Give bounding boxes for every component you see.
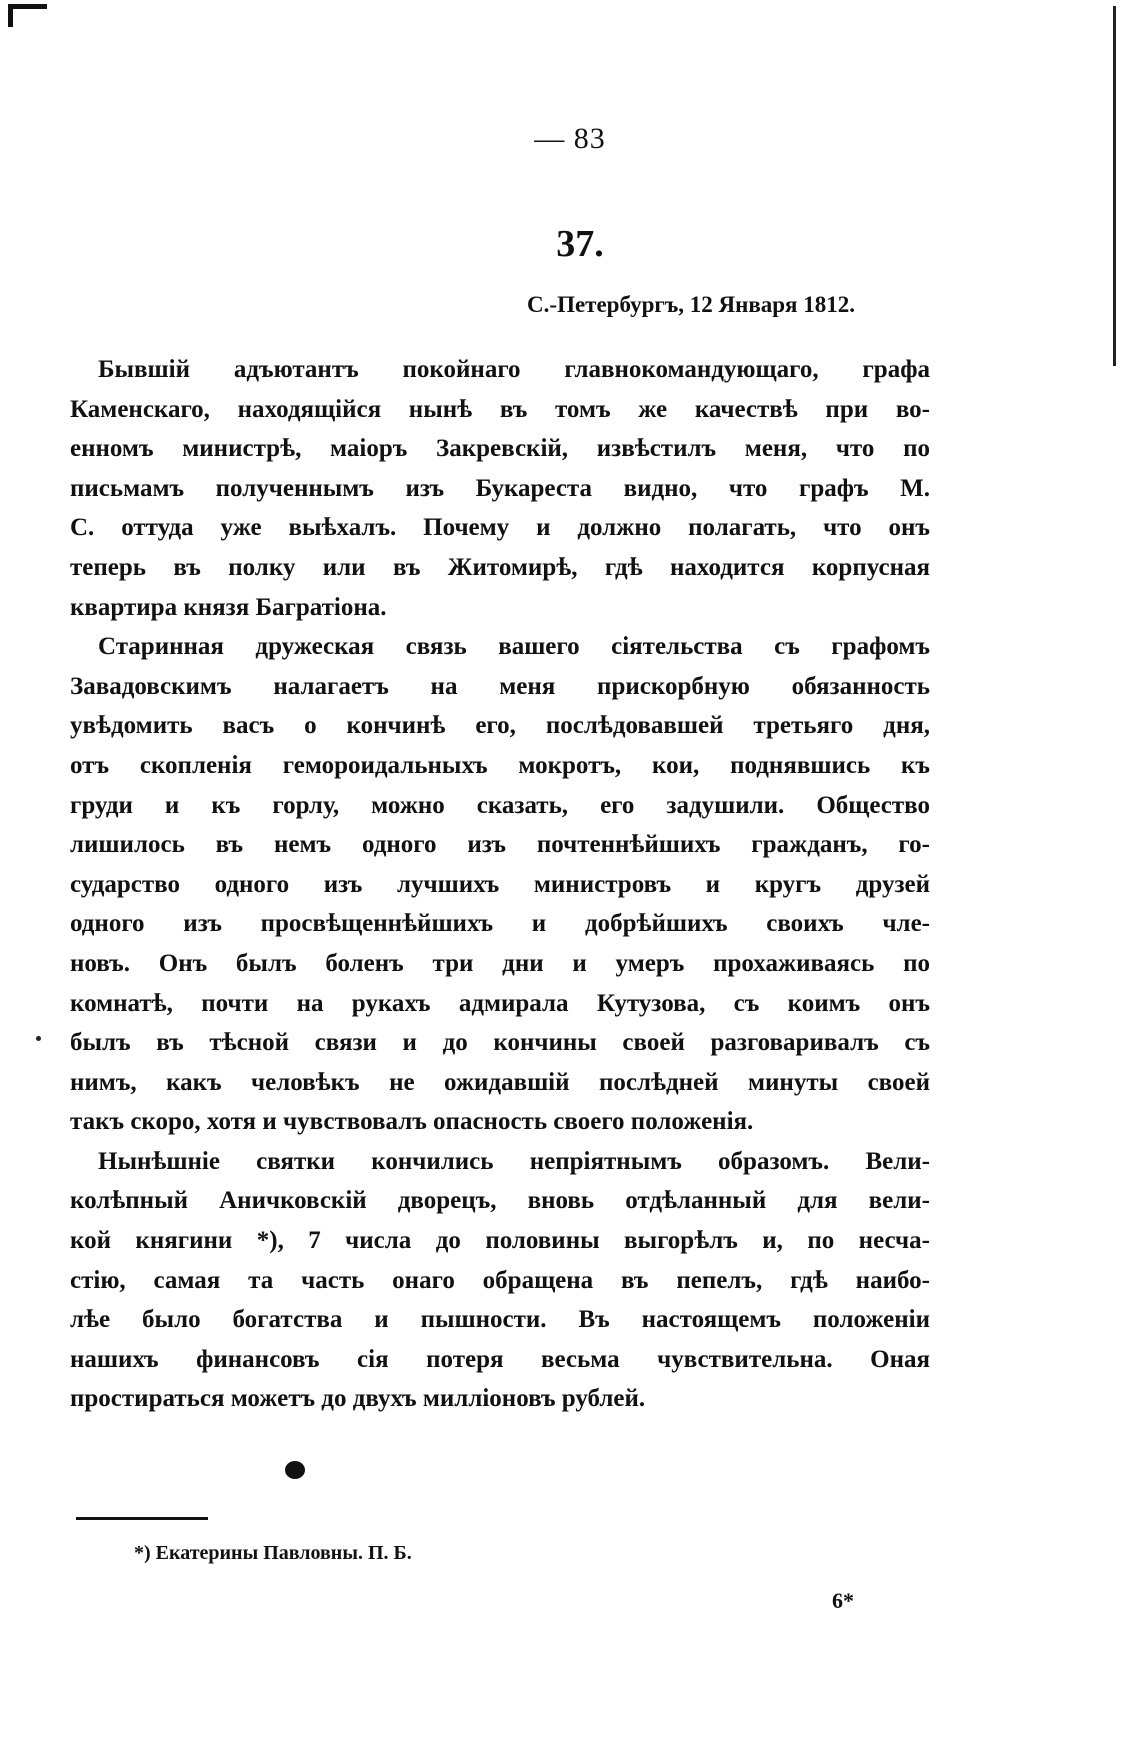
- footnote: *) Екатерины Павловны. П. Б.: [134, 1542, 412, 1564]
- text-line: Бывшій адъютантъ покойнаго главнокомандующаго, графа: [98, 356, 930, 383]
- text-line: одного изъ просвѣщеннѣйшихъ и добрѣйшихъ своихъ чле-: [70, 910, 930, 938]
- text-line: письмамъ полученнымъ изъ Букареста видно, что графъ М.: [70, 474, 930, 502]
- place-date: С.-Петербургъ, 12 Января 1812.: [527, 292, 855, 317]
- text-line: нашихъ финансовъ сія потеря весьма чувствительна. Оная: [70, 1345, 930, 1373]
- text-line: увѣдомить васъ о кончинѣ его, послѣдовавшей третьяго дня,: [70, 712, 930, 740]
- text-line: лѣе было богатства и пышности. Въ настоящемъ положеніи: [70, 1306, 930, 1334]
- letter-body: [70, 350, 930, 1419]
- text-line: енномъ министрѣ, маіоръ Закревскій, извѣстилъ меня, что по: [70, 435, 930, 463]
- text-line: квартира князя Багратіона.: [70, 593, 387, 621]
- text-line: Завадовскимъ налагаетъ на меня прискорбную обязанность: [70, 672, 930, 700]
- text-line: новъ. Онъ былъ боленъ три дни и умеръ прохаживаясь по: [70, 949, 930, 977]
- ink-speck: [36, 1036, 41, 1041]
- text-line: нимъ, какъ человѣкъ не ожидавшій послѣдней минуты своей: [70, 1068, 930, 1096]
- letter-number: 37.: [556, 223, 604, 265]
- scan-edge-line: [1113, 6, 1116, 366]
- footnote-rule: [76, 1517, 208, 1520]
- text-line: отъ скопленія гемороидальныхъ мокротъ, кои, поднявшись къ: [70, 751, 930, 779]
- text-line: простираться можетъ до двухъ милліоновъ рублей.: [70, 1385, 646, 1413]
- text-line: лишилось въ немъ одного изъ почтеннѣйшихъ гражданъ, го-: [70, 831, 930, 859]
- text-line: кой княгини *), 7 числа до половины выгорѣлъ и, по несча-: [70, 1227, 930, 1255]
- text-line: груди и къ горлу, можно сказать, его задушили. Общество: [70, 791, 930, 819]
- text-line: былъ въ тѣсной связи и до кончины своей разговаривалъ съ: [70, 1029, 930, 1057]
- text-line: комнатѣ, почти на рукахъ адмирала Кутузова, съ коимъ онъ: [70, 989, 930, 1017]
- text-line: такъ скоро, хотя и чувствовалъ опасность своего положенія.: [70, 1108, 754, 1136]
- text-line: Каменскаго, находящійся нынѣ въ томъ же качествѣ при во-: [70, 395, 930, 423]
- text-line: С. оттуда уже выѣхалъ. Почему и должно полагать, что онъ: [70, 514, 930, 542]
- text-line: Нынѣшніе святки кончились непріятнымъ образомъ. Вели-: [98, 1147, 930, 1175]
- text-line: Старинная дружеская связь вашего сіятельства съ графомъ: [98, 633, 930, 661]
- text-line: колѣпный Аничковскій дворецъ, вновь отдѣланный для вели-: [70, 1187, 930, 1215]
- text-line: стію, самая та часть онаго обращена въ пепелъ, гдѣ наибо-: [70, 1266, 930, 1294]
- text-line: сударство одного изъ лучшихъ министровъ и кругъ друзей: [70, 870, 930, 898]
- page-number: — 83: [534, 122, 606, 155]
- paragraph-2: [70, 627, 930, 1142]
- signature-mark: 6*: [832, 1588, 854, 1613]
- paragraph-3: [70, 1142, 930, 1419]
- text-line: теперь въ полку или въ Житомирѣ, гдѣ находится корпусная: [70, 553, 930, 581]
- ink-blot: [285, 1461, 305, 1479]
- paragraph-1: [70, 350, 930, 627]
- corner-crop-mark: [8, 4, 47, 27]
